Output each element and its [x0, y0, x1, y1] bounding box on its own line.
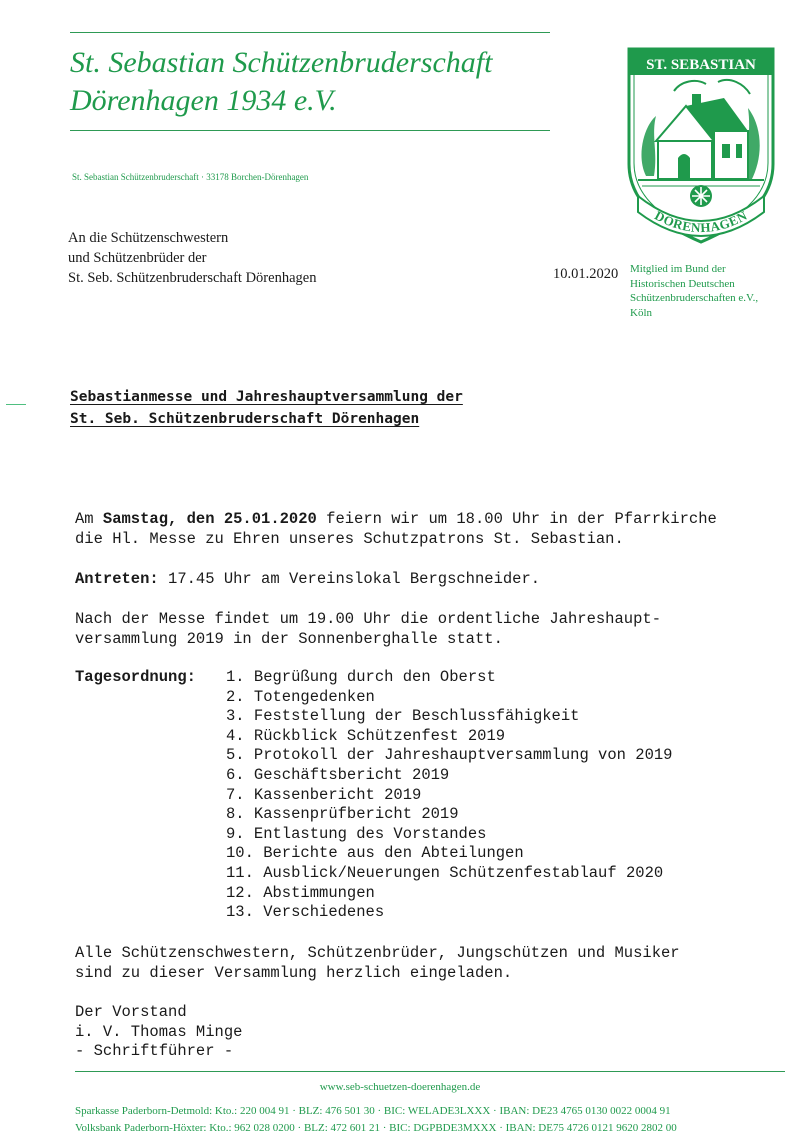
crest-ribbon-text: DÖRENHAGEN	[652, 207, 750, 236]
letter-subject	[70, 386, 463, 430]
bank-line1: Sparkasse Paderborn-Detmold: Kto.: 220 004 91 · BLZ: 476 501 30 · BIC: WELADE3LXXX · IBAN: DE23 4765 0130 0022 0004 91	[75, 1105, 671, 1117]
agenda-item: 10. Berichte aus den Abteilungen	[226, 844, 524, 863]
membership-note	[630, 262, 758, 320]
agenda-item: 13. Verschiedenes	[226, 903, 385, 922]
intro-line2: die Hl. Messe zu Ehren unseres Schutzpatrons St. Sebastian.	[75, 529, 624, 548]
invitation-paragraph	[75, 944, 680, 983]
membership-line3: Schützenbruderschaften e.V.,	[630, 292, 759, 304]
header-top-rule	[70, 32, 550, 33]
agenda-item: 6. Geschäftsbericht 2019	[226, 765, 450, 784]
meeting-paragraph	[75, 610, 661, 649]
signature-line2: i. V. Thomas Minge	[75, 1022, 243, 1041]
intro-prefix: Am	[75, 510, 103, 528]
club-crest-logo	[626, 46, 776, 246]
invite-line1: Alle Schützenschwestern, Schützenbrüder, Jungschützen und Musiker	[75, 944, 680, 962]
intro-rest: feiern wir um 18.00 Uhr in der Pfarrkirche	[316, 510, 717, 528]
header-bottom-rule	[70, 130, 550, 131]
event-date: Samstag, den 25.01.2020	[102, 510, 317, 528]
intro-paragraph	[75, 510, 717, 549]
recipient-line1: An die Schützenschwestern	[68, 230, 229, 246]
website-link[interactable]: www.seb-schuetzen-doerenhagen.de	[319, 1081, 481, 1093]
agenda-item: 8. Kassenprüfbericht 2019	[226, 805, 459, 824]
signature-block	[75, 1003, 242, 1062]
assembly-paragraph	[75, 570, 540, 590]
subject-line2: St. Seb. Schützenbruderschaft Dörenhagen	[70, 411, 420, 427]
agenda-item: 9. Entlastung des Vorstandes	[226, 824, 487, 843]
agenda-item: 7. Kassenbericht 2019	[226, 785, 422, 804]
agenda-list	[226, 668, 672, 923]
footer-rule	[75, 1071, 785, 1072]
assembly-label: Antreten:	[75, 570, 159, 588]
meeting-line2: versammlung 2019 in der Sonnenberghalle statt.	[75, 629, 503, 648]
invite-line2: sind zu dieser Versammlung herzlich eingeladen.	[75, 963, 513, 982]
signature-line3: - Schriftführer -	[75, 1042, 234, 1060]
organization-title-line1: St. Sebastian Schützenbruderschaft	[70, 46, 493, 79]
assembly-text: 17.45 Uhr am Vereinslokal Bergschneider.	[158, 570, 541, 588]
recipient-address	[68, 228, 316, 288]
bank-line2: Volksbank Paderborn-Höxter: Kto.: 962 028 0200 · BLZ: 472 601 21 · BIC: DGPBDE3MXXX · IBAN: DE75 4726 0121 9620 2802 00	[75, 1122, 677, 1134]
letter-date: 10.01.2020	[553, 266, 619, 282]
agenda-item: 12. Abstimmungen	[226, 883, 375, 902]
membership-line2: Historischen Deutschen	[630, 277, 735, 290]
membership-line4: Köln	[630, 306, 652, 319]
agenda-item: 5. Protokoll der Jahreshauptversammlung von 2019	[226, 746, 673, 765]
agenda-item: 1. Begrüßung durch den Oberst	[226, 668, 496, 686]
membership-line1: Mitglied im Bund der	[630, 263, 726, 275]
organization-title	[70, 44, 492, 120]
fold-mark	[6, 404, 26, 405]
agenda-label: Tagesordnung:	[75, 668, 196, 686]
recipient-line2: und Schützenbrüder der	[68, 250, 207, 266]
recipient-line3: St. Seb. Schützenbruderschaft Dörenhagen	[68, 270, 317, 286]
crest-banner-text: ST. SEBASTIAN	[646, 57, 756, 73]
meeting-line1: Nach der Messe findet um 19.00 Uhr die ordentliche Jahreshaupt-	[75, 610, 661, 628]
subject-line1: Sebastianmesse und Jahreshauptversammlung der	[70, 389, 463, 405]
agenda-item: 2. Totengedenken	[226, 687, 375, 706]
bank-details	[75, 1103, 677, 1137]
sender-address-line: St. Sebastian Schützenbruderschaft · 33178 Borchen-Dörenhagen	[72, 172, 309, 182]
signature-line1: Der Vorstand	[75, 1003, 187, 1021]
agenda-item: 4. Rückblick Schützenfest 2019	[226, 726, 506, 745]
organization-title-line2: Dörenhagen 1934 e.V.	[70, 84, 337, 117]
agenda-item: 3. Feststellung der Beschlussfähigkeit	[226, 707, 580, 726]
agenda-item: 11. Ausblick/Neuerungen Schützenfestablauf 2020	[226, 863, 664, 882]
